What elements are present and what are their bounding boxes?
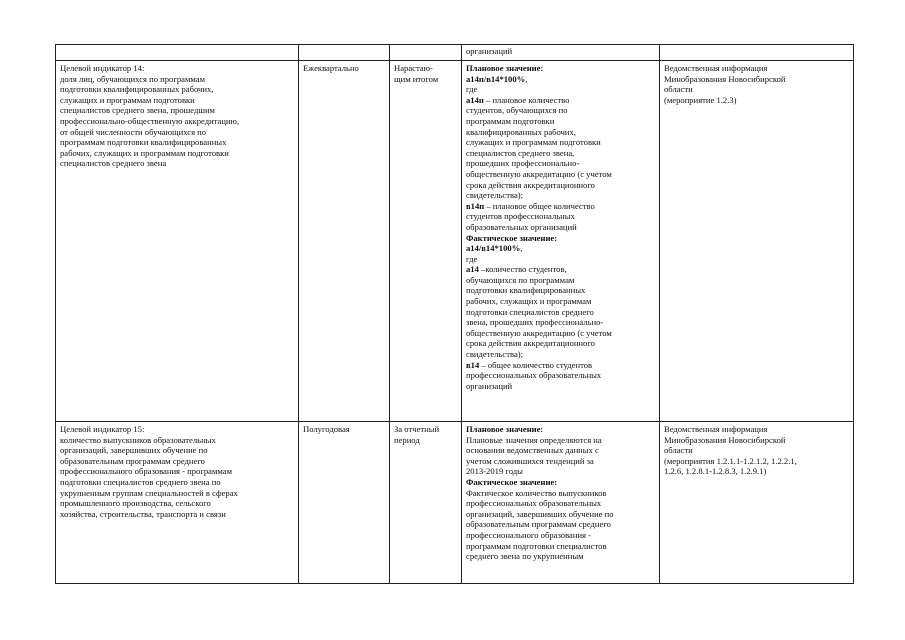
- formula-text: организаций: [466, 380, 513, 391]
- method-cell: [390, 61, 462, 422]
- text-line: Ведомственная информация: [664, 424, 768, 434]
- formula-text: ,: [525, 73, 528, 84]
- periodicity-cell: [299, 422, 390, 584]
- periodicity-cell: [299, 61, 390, 422]
- formula-text: профессионального образования -: [466, 529, 592, 540]
- formula-line: [466, 148, 655, 159]
- formula-text: ,: [520, 243, 523, 254]
- formula-term: в14п: [466, 200, 485, 211]
- text-line: Нарастаю-: [394, 63, 433, 73]
- formula-text: 2013-2019 годы: [466, 466, 523, 477]
- text-line: (мероприятия 1.2.1.1-1.2.1.2, 1.2.2.1,: [664, 455, 797, 466]
- formula-line: [466, 360, 655, 371]
- formula-text: свидетельства);: [466, 349, 524, 360]
- text-line: Целевой индикатор 14:: [60, 63, 145, 73]
- formula-text: срока действия аккредитационного: [466, 338, 595, 349]
- indicator-cell: [56, 45, 299, 61]
- source-cell: [660, 61, 854, 422]
- text-line: хозяйства, строительства, транспорта и связи: [60, 508, 226, 519]
- formula-term: а14: [466, 264, 479, 275]
- formula-text: учетом сложившихся тенденций за: [466, 455, 594, 466]
- formula-line: [466, 307, 655, 318]
- formula-line: [466, 137, 655, 148]
- formula-text: где: [466, 253, 478, 264]
- text-line: доля лиц, обучающихся по программам: [60, 73, 206, 84]
- text-line: период: [394, 434, 420, 445]
- formula-term: Плановое значение:: [466, 424, 544, 434]
- text-line: подготовки квалифицированных рабочих,: [60, 84, 214, 95]
- formula-text: рабочих, служащих и программам: [466, 296, 592, 307]
- text-line: организаций, завершивших обучение по: [60, 445, 208, 456]
- formula-line: [466, 551, 655, 562]
- indicator-cell: [56, 61, 299, 422]
- text-line: 1.2.6, 1.2.8.1-1.2.8.3, 1.2.9.1): [664, 466, 767, 477]
- formula-line: [466, 509, 655, 520]
- formula-term: Плановое значение:: [466, 63, 544, 73]
- formula-cell: [462, 45, 660, 61]
- formula-line: [466, 488, 655, 499]
- formula-text: профессиональных образовательных: [466, 498, 602, 509]
- formula-line: [466, 519, 655, 530]
- periodicity-cell: [299, 45, 390, 61]
- formula-text: прошедших профессионально-: [466, 158, 580, 169]
- formula-term: а14/в14*100%: [466, 243, 521, 254]
- text-line: специалистов среднего звена, прошедшим: [60, 105, 215, 116]
- formula-line: [466, 456, 655, 467]
- formula-text: организаций, завершивших обучение по: [466, 508, 614, 519]
- table-row: [56, 45, 854, 61]
- formula-text: срока действия аккредитационного: [466, 179, 595, 190]
- formula-text: Фактическое количество выпускников: [466, 487, 607, 498]
- text-line: подготовки специалистов среднего звена по: [60, 476, 221, 487]
- source-cell: [660, 45, 854, 61]
- method-cell: [390, 422, 462, 584]
- formula-text: образовательных организаций: [466, 221, 577, 232]
- formula-line: [466, 158, 655, 169]
- text-line: За отчетный: [394, 424, 440, 434]
- text-line: Ведомственная информация: [664, 63, 768, 73]
- formula-line: [466, 424, 655, 435]
- formula-text: обучающихся по программам: [466, 274, 575, 285]
- text-line: количество выпускников образовательных: [60, 434, 216, 445]
- formula-text: подготовки квалифицированных: [466, 285, 586, 296]
- formula-line: [466, 381, 655, 392]
- text-line: профессионально-общественную аккредитацию,: [60, 115, 240, 126]
- formula-text: –количество студентов,: [478, 264, 567, 275]
- formula-text: основании ведомственных данных с: [466, 445, 599, 456]
- formula-text: профессиональных образовательных: [466, 370, 602, 381]
- text-line: Целевой индикатор 15:: [60, 424, 145, 434]
- formula-line: [466, 84, 655, 95]
- text-line: служащих и программам подготовки: [60, 94, 195, 105]
- formula-line: [466, 46, 655, 57]
- formula-line: [466, 211, 655, 222]
- text-line: образовательным программам среднего: [60, 455, 205, 466]
- formula-line: [466, 296, 655, 307]
- formula-line: [466, 63, 655, 74]
- formula-text: студентов профессиональных: [466, 211, 575, 222]
- formula-term: а14п: [466, 94, 484, 105]
- formula-text: Плановые значения определяются на: [466, 434, 602, 445]
- text-line: от общей численности обучающихся по: [60, 126, 207, 137]
- text-line: области: [664, 445, 693, 456]
- table-row: [56, 61, 854, 422]
- formula-line: [466, 190, 655, 201]
- formula-cell: [462, 61, 660, 422]
- formula-line: [466, 222, 655, 233]
- text-line: щим итогом: [394, 73, 439, 84]
- formula-text: квалифицированных рабочих,: [466, 126, 576, 137]
- text-line: программам подготовки квалифицированных: [60, 137, 227, 148]
- formula-text: общественную аккредитацию (с учетом: [466, 327, 612, 338]
- formula-text: специалистов среднего звена,: [466, 147, 575, 158]
- formula-text: общественную аккредитацию (с учетом: [466, 168, 612, 179]
- formula-line: [466, 180, 655, 191]
- formula-term: Фактическое значение:: [466, 476, 558, 487]
- formula-line: [466, 466, 655, 477]
- formula-text: образовательным программам среднего: [466, 519, 611, 530]
- formula-line: [466, 530, 655, 541]
- formula-text: подготовки специалистов среднего: [466, 306, 594, 317]
- formula-text: – плановое общее количество: [484, 200, 595, 211]
- formula-term: Фактическое значение:: [466, 232, 558, 243]
- indicators-table: [55, 44, 854, 584]
- formula-line: [466, 201, 655, 212]
- formula-line: [466, 243, 655, 254]
- formula-line: [466, 498, 655, 509]
- formula-line: [466, 169, 655, 180]
- text-line: Минобразования Новосибирской: [664, 73, 786, 84]
- formula-line: [466, 338, 655, 349]
- formula-text: где: [466, 84, 478, 95]
- formula-line: [466, 370, 655, 381]
- source-cell: [660, 422, 854, 584]
- formula-text: – плановое количество: [483, 94, 570, 105]
- formula-line: [466, 264, 655, 275]
- table-row: [56, 422, 854, 584]
- formula-term: а14п/в14*100%: [466, 73, 526, 84]
- indicator-cell: [56, 422, 299, 584]
- text-line: специалистов среднего звена: [60, 158, 167, 169]
- formula-text: программам подготовки специалистов: [466, 540, 607, 551]
- formula-line: [466, 477, 655, 488]
- text-line: профессионального образования - программам: [60, 466, 233, 477]
- formula-line: [466, 254, 655, 265]
- formula-line: [466, 233, 655, 244]
- formula-line: [466, 95, 655, 106]
- formula-line: [466, 127, 655, 138]
- formula-text: студентов, обучающихся по: [466, 105, 568, 116]
- formula-line: [466, 74, 655, 85]
- formula-term: в14: [466, 359, 480, 370]
- text-line: (мероприятие 1.2.3): [664, 94, 737, 105]
- formula-line: [466, 116, 655, 127]
- formula-cell: [462, 422, 660, 584]
- formula-line: [466, 445, 655, 456]
- text-line: Минобразования Новосибирской: [664, 434, 786, 445]
- text-line: Полугодовая: [303, 424, 350, 434]
- formula-line: [466, 285, 655, 296]
- formula-text: организаций: [466, 46, 513, 56]
- method-cell: [390, 45, 462, 61]
- formula-line: [466, 328, 655, 339]
- formula-text: свидетельства);: [466, 190, 524, 201]
- formula-line: [466, 541, 655, 552]
- formula-line: [466, 317, 655, 328]
- formula-text: – общее количество студентов: [479, 359, 593, 370]
- formula-line: [466, 349, 655, 360]
- text-line: Ежеквартально: [303, 63, 359, 73]
- text-line: промышленного производства, сельского: [60, 498, 211, 509]
- formula-text: программам подготовки: [466, 115, 555, 126]
- formula-line: [466, 435, 655, 446]
- text-line: области: [664, 84, 693, 95]
- text-line: укрупненным группам специальностей в сферах: [60, 487, 238, 498]
- formula-line: [466, 105, 655, 116]
- formula-text: служащих и программам подготовки: [466, 137, 601, 148]
- text-line: рабочих, служащих и программам подготовки: [60, 147, 229, 158]
- formula-text: среднего звена по укрупненным: [466, 551, 584, 562]
- formula-text: звена, прошедших профессионально-: [466, 317, 604, 328]
- formula-line: [466, 275, 655, 286]
